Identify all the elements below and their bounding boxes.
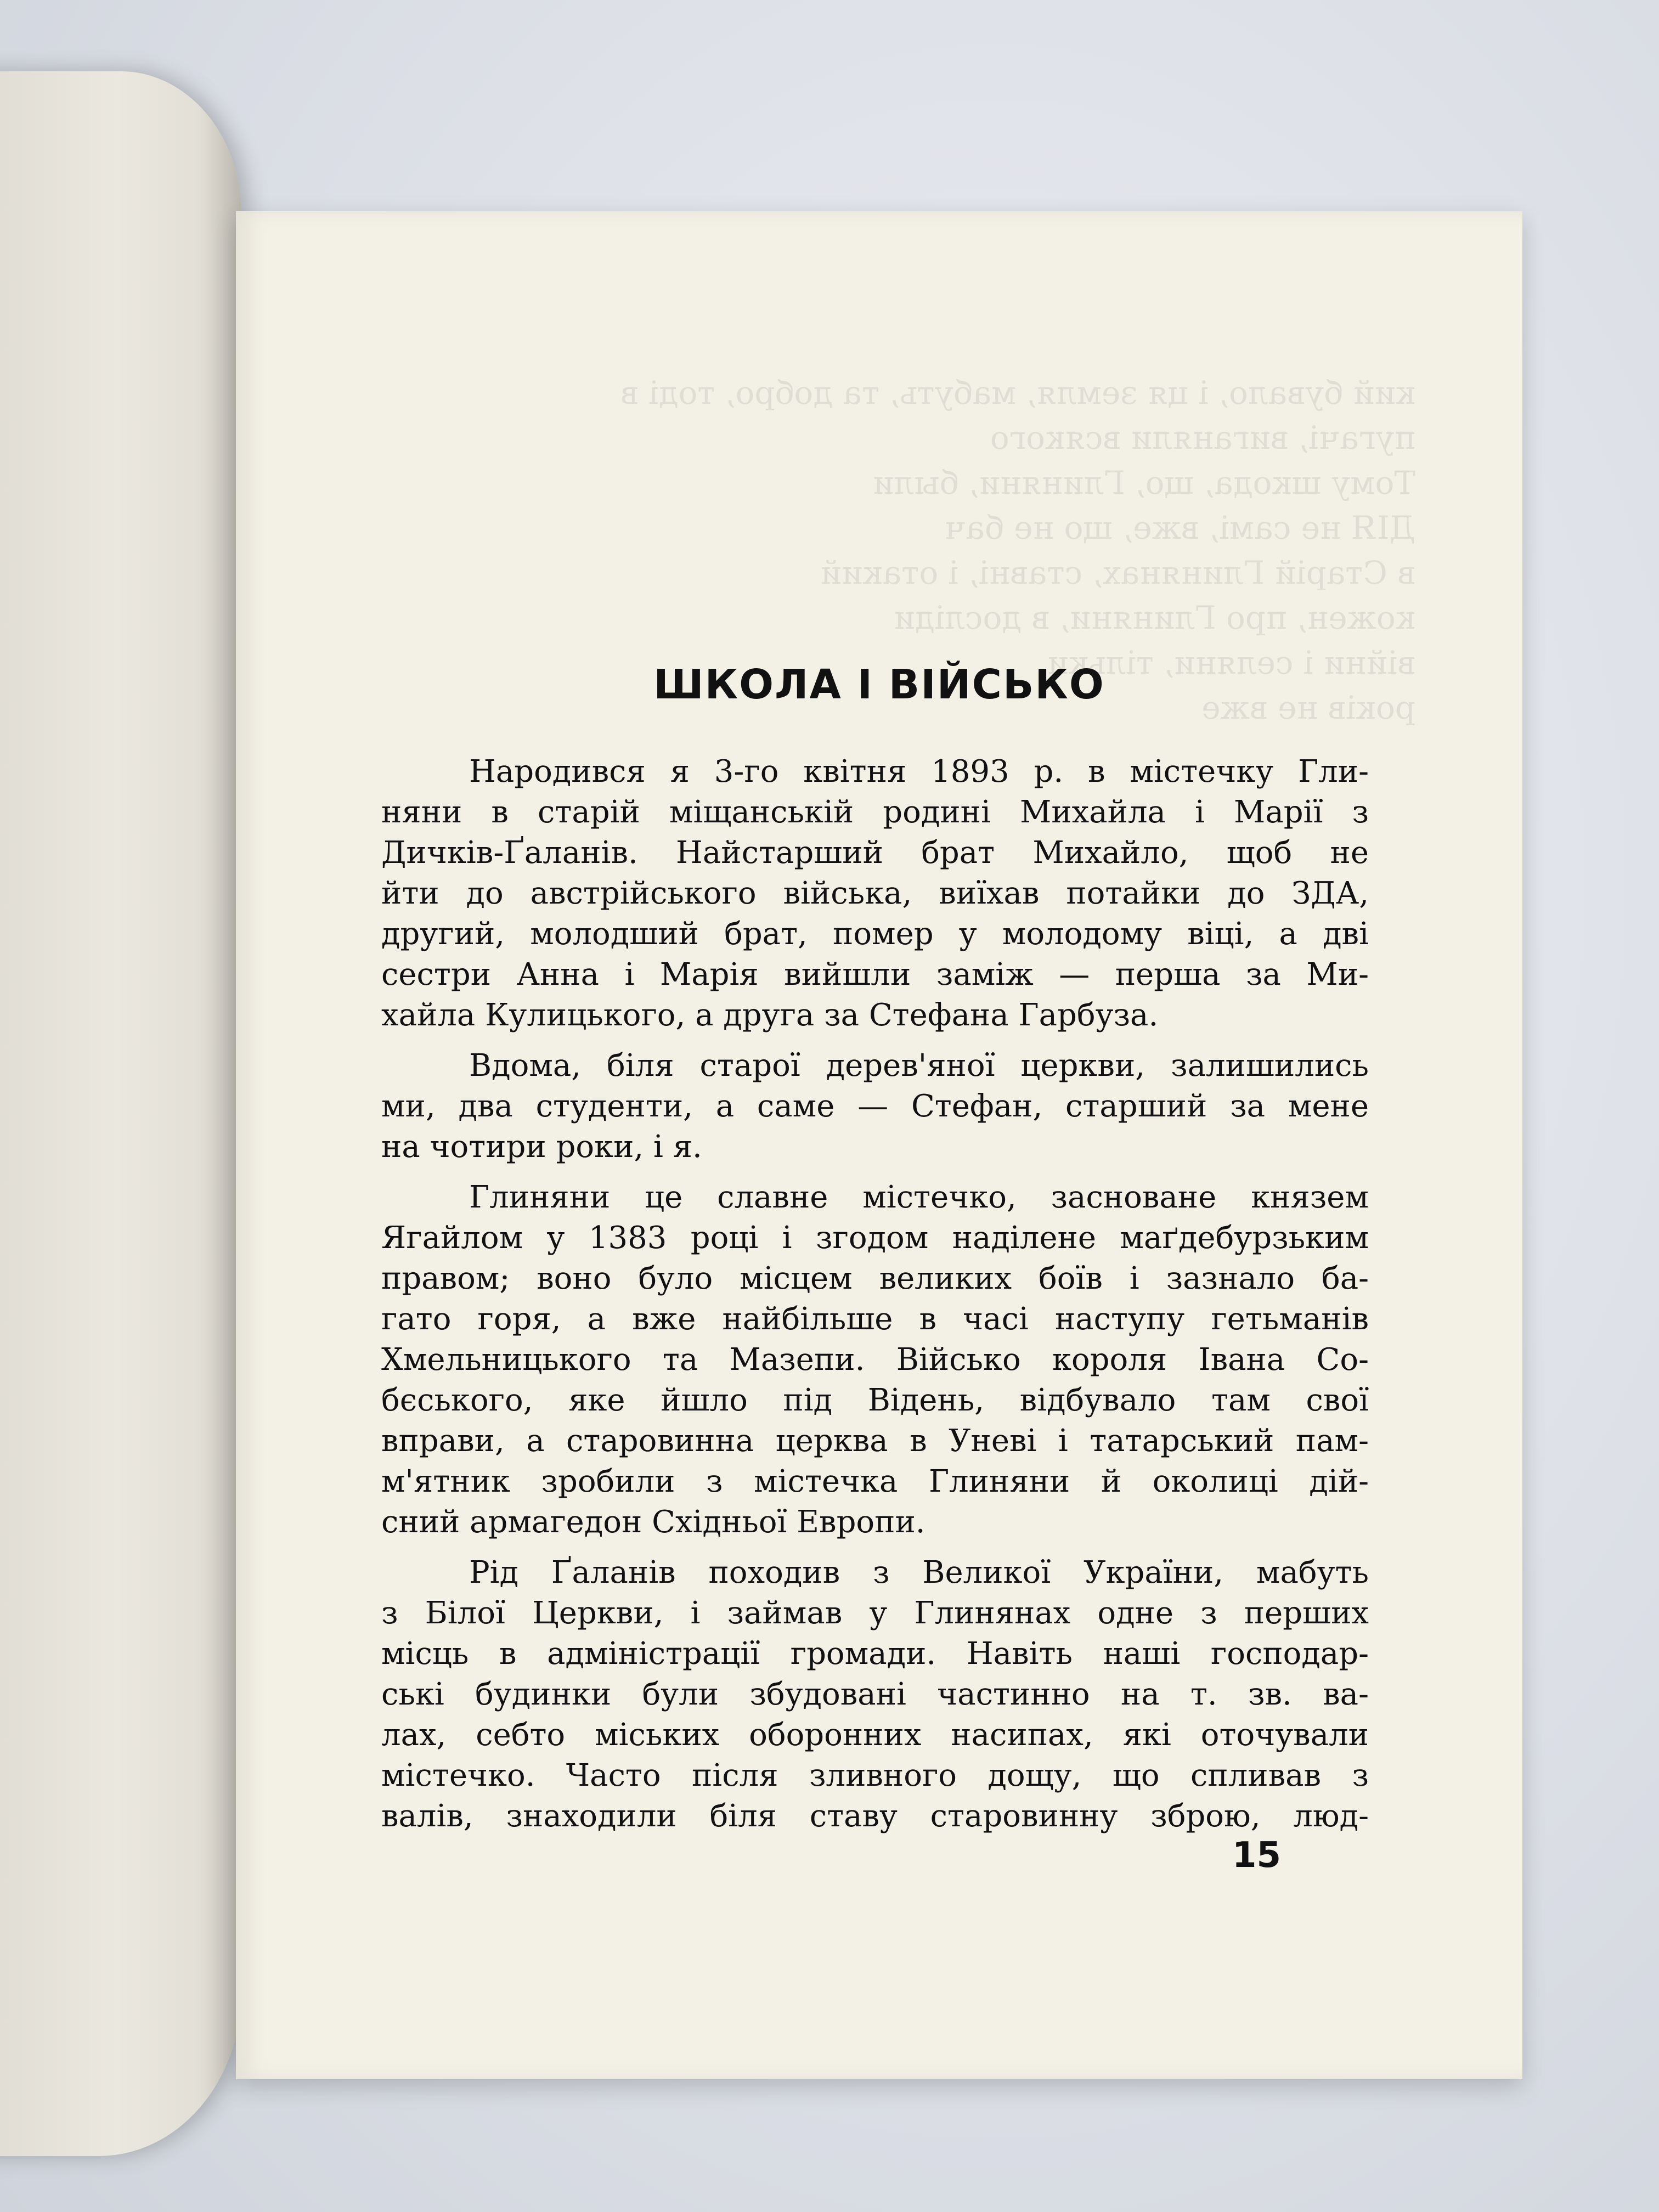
- text-line: Народився я 3-го квітня 1893 р. в містечку Гли-: [469, 754, 1369, 789]
- page-number: 15: [1232, 1835, 1281, 1876]
- bleed-line: в Старій Глинянах, ставні, і отакий: [820, 554, 1415, 591]
- text-line: ми, два студенти, а саме — Стефан, старший за мене: [381, 1088, 1369, 1124]
- text-line: Глиняни це славне містечко, засноване князем: [469, 1180, 1369, 1215]
- chapter-heading: ШКОЛА І ВІЙСЬКО: [653, 661, 1105, 708]
- text-line: валів, знаходили біля ставу старовинну зброю, люд-: [381, 1798, 1369, 1834]
- paragraph-4: [381, 1553, 1369, 1837]
- left-page-edge: [0, 71, 241, 2156]
- paragraph-2: [381, 1046, 1369, 1167]
- text-line: м'ятник зробили з містечка Глиняни й околиці дій-: [381, 1464, 1369, 1499]
- text-line: гато горя, а вже найбільше в часі наступу гетьманів: [381, 1301, 1369, 1337]
- chapter-body: [381, 752, 1369, 1847]
- bleed-line: Тому шкода, що, Глиняни, были: [872, 464, 1415, 501]
- text-line: Ягайлом у 1383 році і згодом наділене маґдебурзьким: [381, 1220, 1369, 1256]
- bleed-line: кий бувало, і ця земля, мабуть, та добро, тоді в: [620, 374, 1415, 411]
- text-line: містечко. Часто після зливного дощу, що спливав з: [381, 1758, 1369, 1793]
- text-line: няни в старій міщанській родині Михайла і Марії з: [381, 794, 1369, 830]
- bleed-line: років не вже: [1201, 689, 1415, 726]
- paragraph-1: [381, 752, 1369, 1036]
- bleed-line: ДІЯ не самі, вже, що не бач: [944, 509, 1415, 546]
- paragraph-3: [381, 1177, 1369, 1543]
- text-line: з Білої Церкви, і займав у Глинянах одне з перших: [381, 1595, 1369, 1631]
- text-line: правом; воно було місцем великих боїв і зазнало ба-: [381, 1261, 1369, 1296]
- text-line: на чотири роки, і я.: [381, 1129, 702, 1165]
- bleed-line: війни і селяни, тільки: [1047, 644, 1415, 681]
- text-line: Рід Ґаланів походив з Великої України, мабуть: [469, 1555, 1369, 1590]
- text-line: Дичків-Ґаланів. Найстарший брат Михайло, щоб не: [381, 835, 1369, 871]
- book-page: [236, 211, 1522, 2079]
- text-line: йти до австрійського війська, виїхав потайки до ЗДА,: [381, 876, 1369, 911]
- bleed-line: кожен, про Глиняни, в досліди: [894, 599, 1415, 636]
- text-line: сестри Анна і Марія вийшли заміж — перша за Ми-: [381, 957, 1369, 992]
- text-line: вправи, а старовинна церква в Уневі і татарський пам-: [381, 1423, 1369, 1459]
- text-line: лах, себто міських оборонних насипах, які оточували: [381, 1717, 1369, 1753]
- bleed-line: пугачі, виганяли всякого: [990, 419, 1415, 456]
- text-line: хайла Кулицького, а друга за Стефана Гарбуза.: [381, 997, 1159, 1033]
- text-line: бєського, яке йшло під Відень, відбувало там свої: [381, 1383, 1369, 1418]
- text-line: ські будинки були збудовані частинно на т. зв. ва-: [381, 1677, 1369, 1712]
- text-line: другий, молодший брат, помер у молодому віці, а дві: [381, 916, 1369, 952]
- text-line: сний армагедон Східньої Европи.: [381, 1504, 926, 1540]
- text-line: Вдома, біля старої дерев'яної церкви, залишились: [469, 1048, 1369, 1084]
- text-line: місць в адміністрації громади. Навіть наші господар-: [381, 1636, 1369, 1672]
- text-line: Хмельницького та Мазепи. Військо короля Івана Со-: [381, 1342, 1369, 1378]
